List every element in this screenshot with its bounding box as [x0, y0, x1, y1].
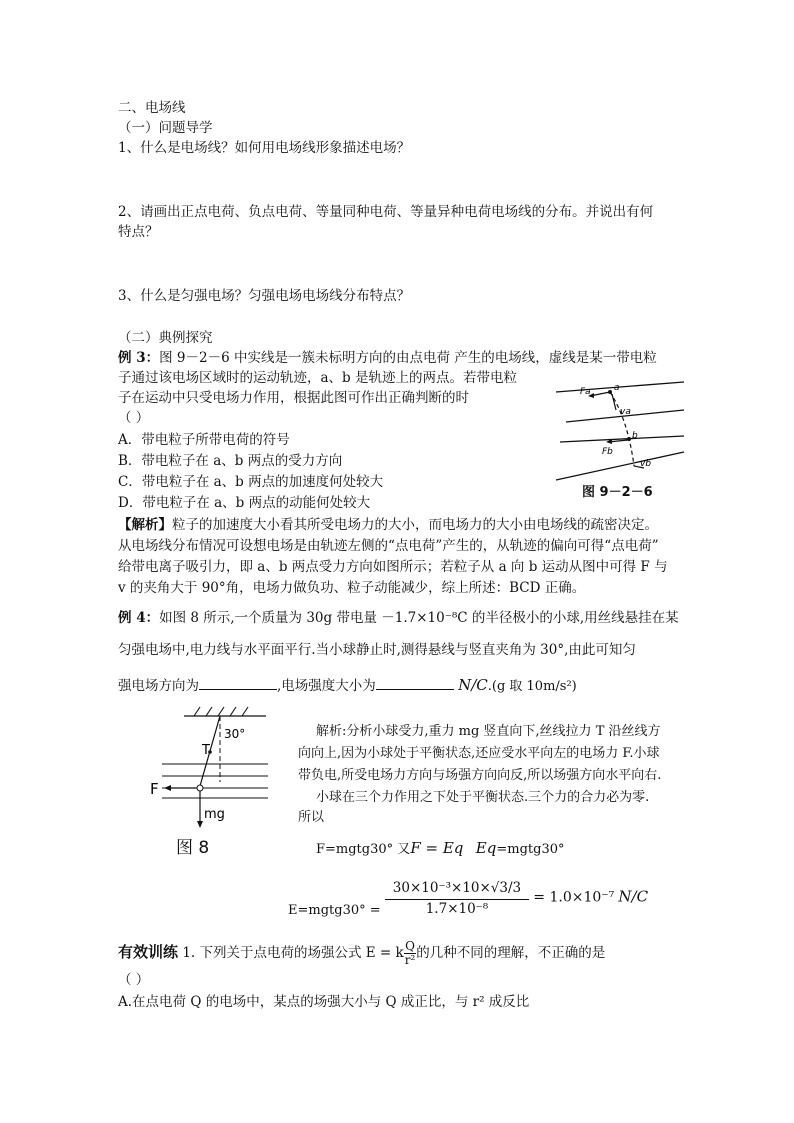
equation-2-numerator: 30×10⁻³×10×√3/3: [385, 879, 529, 900]
question-3: 3、什么是匀强电场？匀强电场电场线分布特点？: [118, 288, 411, 304]
example-4-text-1a: 如图 8 所示,一个质量为 30g 带电量: [159, 610, 377, 626]
analysis-line-3: 给带电离子吸引力，即 a、b 两点受力方向如图所示；若粒子从 a 向 b 运动从图中可得 F 与: [118, 559, 668, 575]
practice-text-1a: 1. 下列关于点电荷的场强公式 E = k: [182, 945, 404, 961]
example-4-text-3a: 强电场方向为: [118, 678, 199, 694]
equation-1-b: 又: [397, 842, 411, 857]
equation-2: [288, 876, 648, 920]
answer-blank-magnitude[interactable]: [376, 674, 454, 690]
equation-2-unit: N/C: [618, 887, 649, 906]
example-3-text-1: 图 9－2－6 中实线是一簇未标明方向的由点电荷 产生的电场线，虚线是某一带电粒: [159, 350, 657, 366]
example-4-charge: －1.7×10⁻⁸C: [381, 610, 468, 626]
analysis-label: 【解析】: [118, 517, 172, 533]
point-b-dot: [627, 437, 631, 441]
solution-line-5: 所以: [298, 810, 325, 825]
example-4-line-1: [118, 608, 679, 628]
subsection-title-examples: （二）典例探究: [118, 330, 213, 346]
practice-option-a: A.在点电荷 Q 的电场中，某点的场强大小与 Q 成正比，与 r² 成反比: [118, 994, 530, 1010]
solution-line-1: 解析:分析小球受力,重力 mg 竖直向下,丝线拉力 T 沿丝线方: [316, 724, 661, 739]
analysis-line-2: 从电场线分布情况可设想电场是由轨迹左侧的“点电荷”产生的，从轨迹的偏向可得“点电荷”: [118, 538, 659, 554]
question-2-line-1: 2、请画出正点电荷、负点电荷、等量同种电荷、等量异种电荷电场线的分布。并说出有何: [118, 204, 654, 220]
example-3-option-c: C．带电粒子在 a、b 两点的加速度何处较大: [118, 474, 384, 490]
practice-text-1b: 的几种不同的理解，不正确的是: [416, 945, 606, 961]
gravity-label: mg: [204, 807, 225, 822]
example-4-line-3: [118, 674, 577, 697]
angle-label: 30°: [224, 727, 246, 741]
equation-1-e: =mgtg30°: [496, 842, 565, 857]
subsection-title-guided: （一）问题导学: [118, 120, 213, 136]
section-title: 二、电场线: [118, 100, 186, 116]
answer-blank-direction[interactable]: [199, 674, 277, 690]
equation-2-denominator: 1.7×10⁻⁸: [425, 900, 489, 917]
example-4-unit: N/C: [458, 676, 488, 694]
label-vb: vb: [640, 459, 652, 469]
figure-9-2-6-field-lines: [552, 380, 688, 488]
example-4-label: 例 4：: [118, 610, 160, 626]
charged-ball: [197, 785, 203, 791]
question-2-line-2: 特点？: [118, 224, 159, 240]
practice-label: 有效训练: [118, 943, 179, 961]
example-3-line-4: （ ）: [118, 410, 150, 426]
analysis-text-1: 粒子的加速度大小看其所受电场力的大小，而电场力的大小由电场线的疏密决定。: [172, 517, 658, 533]
analysis-line-1: [118, 515, 658, 535]
example-3-line-1: [118, 348, 657, 368]
field-line-4: [556, 452, 684, 480]
label-a: a: [614, 383, 620, 393]
equation-1-c: F = Eq: [410, 839, 464, 857]
figure-8-caption: 图 8: [176, 838, 210, 858]
label-fb: Fb: [602, 447, 613, 457]
practice-fraction-num: Q: [405, 939, 415, 953]
equation-1: [316, 838, 565, 860]
point-a-dot: [608, 390, 612, 394]
solution-line-3: 带负电,所受电场力方向与场强方向向反,所以场强方向水平向右.: [298, 768, 662, 783]
example-3-option-d: D．带电粒子在 a、b 两点的动能何处较大: [118, 495, 371, 511]
practice-line-1: [118, 940, 605, 967]
example-3-line-3: 子在运动中只受电场力作用，根据此图可作出正确判断的时: [118, 390, 469, 406]
example-3-line-2: 子通过该电场区域时的运动轨迹，a、b 是轨迹上的两点。若带电粒: [118, 370, 517, 386]
solution-line-4: 小球在三个力作用之下处于平衡状态.三个力的合力必为零.: [316, 790, 650, 805]
figure-9-2-6-caption: 图 9－2－6: [582, 485, 653, 500]
equation-2-result: = 1.0×10⁻⁷: [533, 889, 615, 906]
equation-1-d: Eq: [475, 839, 497, 857]
solution-line-2: 向向上,因为小球处于平衡状态,还应受水平向左的电场力 F.小球: [298, 746, 660, 761]
force-f-arrowhead: [164, 785, 171, 791]
label-b: b: [632, 431, 638, 441]
gravity-arrowhead: [197, 821, 203, 828]
velocity-a-arrow: [612, 394, 616, 410]
particle-trajectory: [610, 392, 634, 466]
figure-8-pendulum: [148, 706, 278, 830]
example-4-line-2: 匀强电场中,电力线与水平面平行.当小球静止时,测得悬线与竖直夹角为 30°,由此可知匀: [118, 642, 636, 658]
practice-fraction: [404, 940, 417, 967]
equation-2-fraction: [385, 879, 529, 918]
example-4-text-3b: ,电场强度大小为: [277, 678, 376, 694]
analysis-line-4: v 的夹角大于 90°角，电场力做负功、粒子动能减少，综上所述：BCD 正确。: [118, 580, 586, 596]
equation-1-a: F=mgtg30°: [316, 842, 394, 857]
example-4-text-3c: .(g 取 10m/s²): [487, 679, 577, 694]
example-3-label: 例 3：: [118, 350, 160, 366]
tension-label: T: [202, 743, 210, 758]
label-va: va: [620, 407, 631, 417]
ceiling-hatch: [194, 707, 248, 716]
force-label: F: [150, 780, 159, 798]
practice-fraction-den: r²: [404, 953, 416, 967]
label-fa: Fa: [580, 387, 591, 397]
example-3-option-a: A．带电粒子所带电荷的符号: [118, 432, 290, 448]
question-1: 1、什么是电场线？如何用电场线形象描述电场？: [118, 140, 411, 156]
example-4-text-1b: 的半径极小的小球,用丝线悬挂在某: [471, 610, 679, 626]
practice-line-2: （ ）: [118, 972, 150, 988]
example-3-option-b: B．带电粒子在 a、b 两点的受力方向: [118, 453, 343, 469]
field-line-1: [556, 382, 684, 392]
equation-2-a: E=mgtg30° =: [288, 903, 381, 918]
